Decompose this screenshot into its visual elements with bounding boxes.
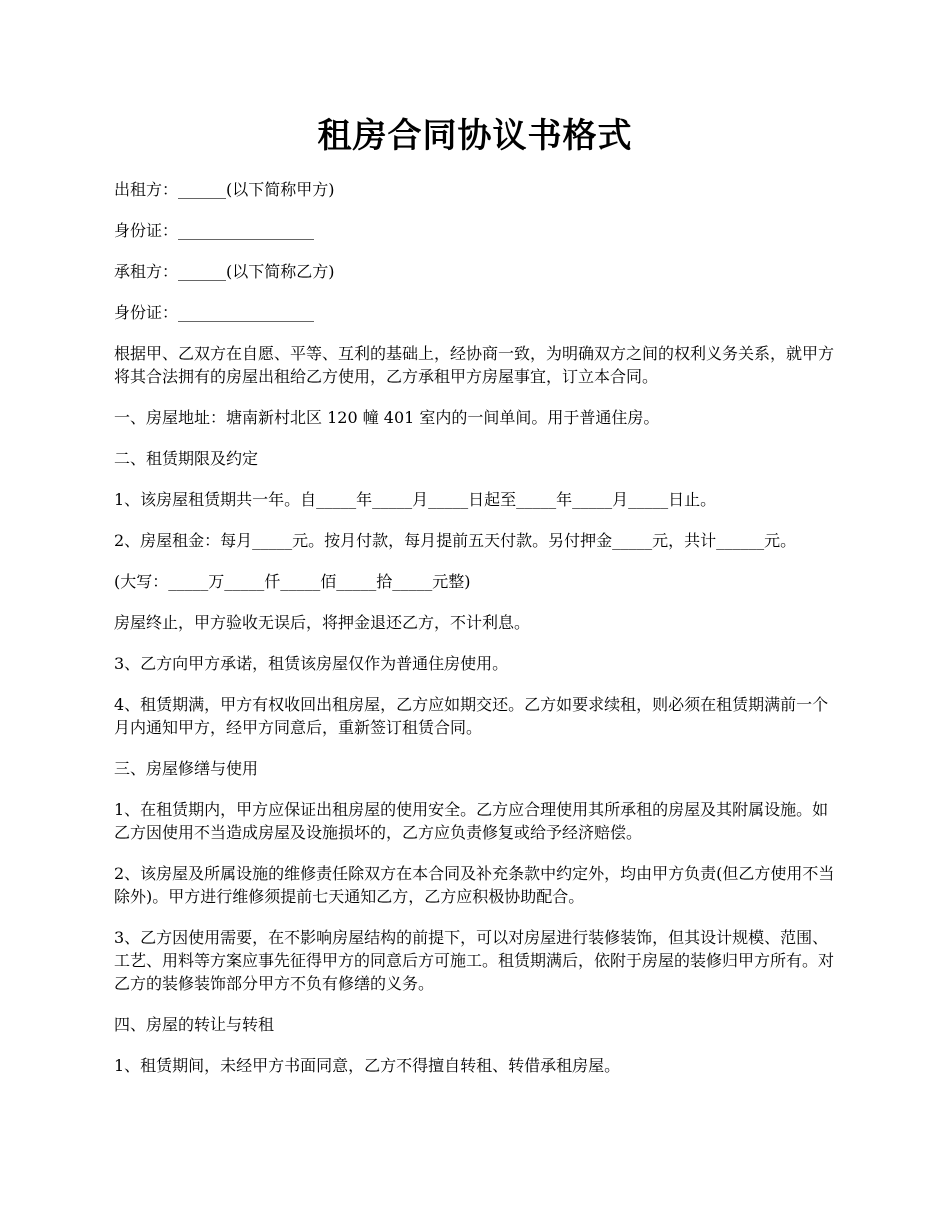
lessor-id-line: 身份证：_________________ [114,221,315,240]
section-heading-lease-term: 二、租赁期限及约定 [114,449,259,468]
section-heading-transfer-sublet: 四、房屋的转让与转租 [114,1015,275,1034]
section-heading-repair-use: 三、房屋修缮与使用 [114,759,259,778]
clause-rent: 2、房屋租金：每月_____元。按月付款，每月提前五天付款。另付押金_____元，共计______元。 [114,531,797,550]
document-title: 租房合同协议书格式 [317,116,633,156]
lessor-line: 出租方：______(以下简称甲方) [114,180,335,199]
clause-deposit-refund: 房屋终止，甲方验收无误后，将押金退还乙方，不计利息。 [114,613,531,632]
clause-maintenance: 2、该房屋及所属设施的维修责任除双方在本合同及补充条款中约定外，均由甲方负责(但乙方使用不当除外)。甲方进行维修须提前七天通知乙方，乙方应积极协助配合。 [114,864,835,906]
clause-residential-use: 3、乙方向甲方承诺，租赁该房屋仅作为普通住房使用。 [114,654,509,673]
lessee-line: 承租方：______(以下简称乙方) [114,262,335,281]
clause-decoration: 3、乙方因使用需要，在不影响房屋结构的前提下，可以对房屋进行装修装饰，但其设计规模、范围、工艺、用料等方案应事先征得甲方的同意后方可施工。租赁期满后，依附于房屋的装修归甲方所有。对乙方的装修装饰部分甲方不负有修缮的义务。 [114,928,835,993]
section-house-address: 一、房屋地址：塘南新村北区 120 幢 401 室内的一间单间。用于普通住房。 [114,408,660,427]
preamble-paragraph: 根据甲、乙双方在自愿、平等、互利的基础上，经协商一致，为明确双方之间的权利义务关系，就甲方将其合法拥有的房屋出租给乙方使用，乙方承租甲方房屋事宜，订立本合同。 [114,344,835,386]
clause-lease-expiry: 4、租赁期满，甲方有权收回出租房屋，乙方应如期交还。乙方如要求续租，则必须在租赁期满前一个月内通知甲方，经甲方同意后，重新签订租赁合同。 [114,695,829,737]
clause-rent-in-words: (大写：_____万_____仟_____佰_____拾_____元整) [114,572,471,591]
document-body [114,178,842,1095]
clause-safety-use: 1、在租赁期内，甲方应保证出租房屋的使用安全。乙方应合理使用其所承租的房屋及其附属设施。如乙方因使用不当造成房屋及设施损坏的，乙方应负责修复或给予经济赔偿。 [114,800,829,842]
clause-sublet: 1、租赁期间，未经甲方书面同意，乙方不得擅自转租、转借承租房屋。 [114,1056,621,1075]
clause-lease-period: 1、该房屋租赁期共一年。自_____年_____月_____日起至_____年_____月_____日止。 [114,490,717,509]
lessee-id-line: 身份证：_________________ [114,303,315,322]
